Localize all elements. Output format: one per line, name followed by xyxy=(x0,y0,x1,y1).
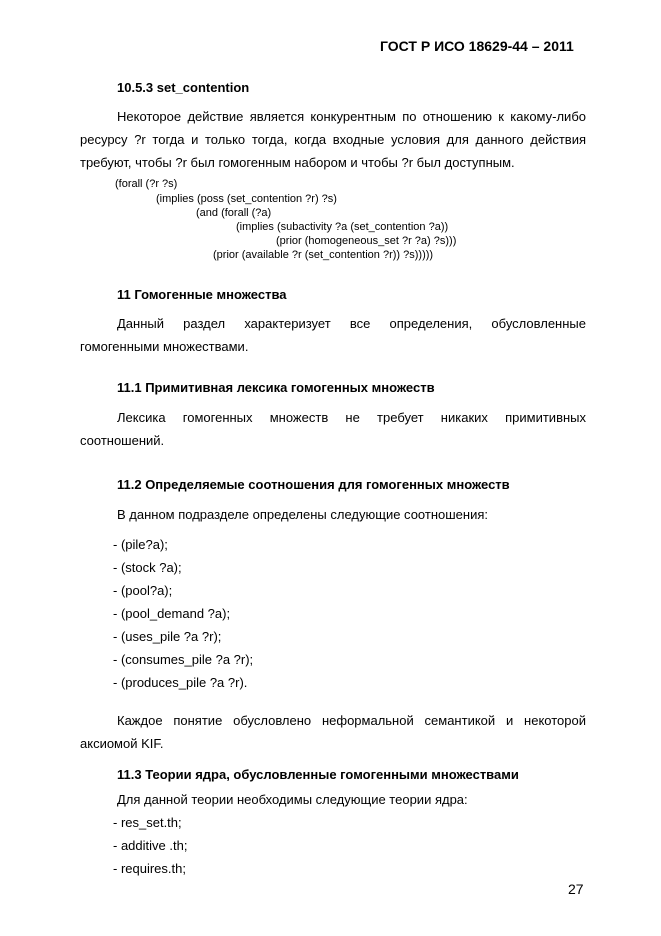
list-item: - (stock ?a); xyxy=(113,560,182,575)
paragraph-line: аксиомой KIF. xyxy=(80,736,164,751)
section-heading-11-1: 11.1 Примитивная лексика гомогенных множеств xyxy=(117,380,435,395)
list-item: - additive .th; xyxy=(113,838,188,853)
section-heading-11-2: 11.2 Определяемые соотношения для гомогенных множеств xyxy=(117,477,510,492)
paragraph-line: соотношений. xyxy=(80,433,165,448)
kif-code-line: (prior (homogeneous_set ?r ?a) ?s))) xyxy=(276,235,457,247)
paragraph-line: Каждое понятие обусловлено неформальной семантикой и некоторой xyxy=(117,713,586,728)
section-heading-11: 11 Гомогенные множества xyxy=(117,287,287,302)
paragraph-line: требуют, чтобы ?r был гомогенным набором и чтобы ?r был доступным. xyxy=(80,155,515,170)
kif-code-line: (implies (subactivity ?a (set_contention ?a)) xyxy=(236,221,449,233)
list-item: - (consumes_pile ?a ?r); xyxy=(113,652,254,667)
section-heading-11-3: 11.3 Теории ядра, обусловленные гомогенными множествами xyxy=(117,767,519,782)
paragraph-line: Лексика гомогенных множеств не требует никаких примитивных xyxy=(117,410,586,425)
section-intro: В данном подразделе определены следующие соотношения: xyxy=(117,507,488,522)
list-item: - (produces_pile ?a ?r). xyxy=(113,675,248,690)
paragraph-line: гомогенными множествами. xyxy=(80,339,249,354)
document-header: ГОСТ Р ИСО 18629-44 – 2011 xyxy=(380,38,574,54)
section-intro: Для данной теории необходимы следующие теории ядра: xyxy=(117,792,468,807)
list-item: - res_set.th; xyxy=(113,815,182,830)
kif-code-line: (implies (poss (set_contention ?r) ?s) xyxy=(156,193,337,205)
list-item: - (pool?a); xyxy=(113,583,173,598)
kif-code-line: (and (forall (?a) xyxy=(196,207,272,219)
page-number: 27 xyxy=(568,881,584,897)
list-item: - (uses_pile ?a ?r); xyxy=(113,629,222,644)
list-item: - (pile?a); xyxy=(113,537,168,552)
paragraph-line: Некоторое действие является конкурентным по отношению к какому-либо xyxy=(117,109,586,124)
section-heading-10-5-3: 10.5.3 set_contention xyxy=(117,80,250,95)
list-item: - requires.th; xyxy=(113,861,186,876)
kif-code-line: (forall (?r ?s) xyxy=(115,178,178,190)
kif-code-line: (prior (available ?r (set_contention ?r)) ?s))))) xyxy=(213,249,434,261)
paragraph-line: ресурсу ?r тогда и только тогда, когда входные условия для данного действия xyxy=(80,132,586,147)
paragraph-line: Данный раздел характеризует все определения, обусловленные xyxy=(117,316,586,331)
list-item: - (pool_demand ?a); xyxy=(113,606,231,621)
